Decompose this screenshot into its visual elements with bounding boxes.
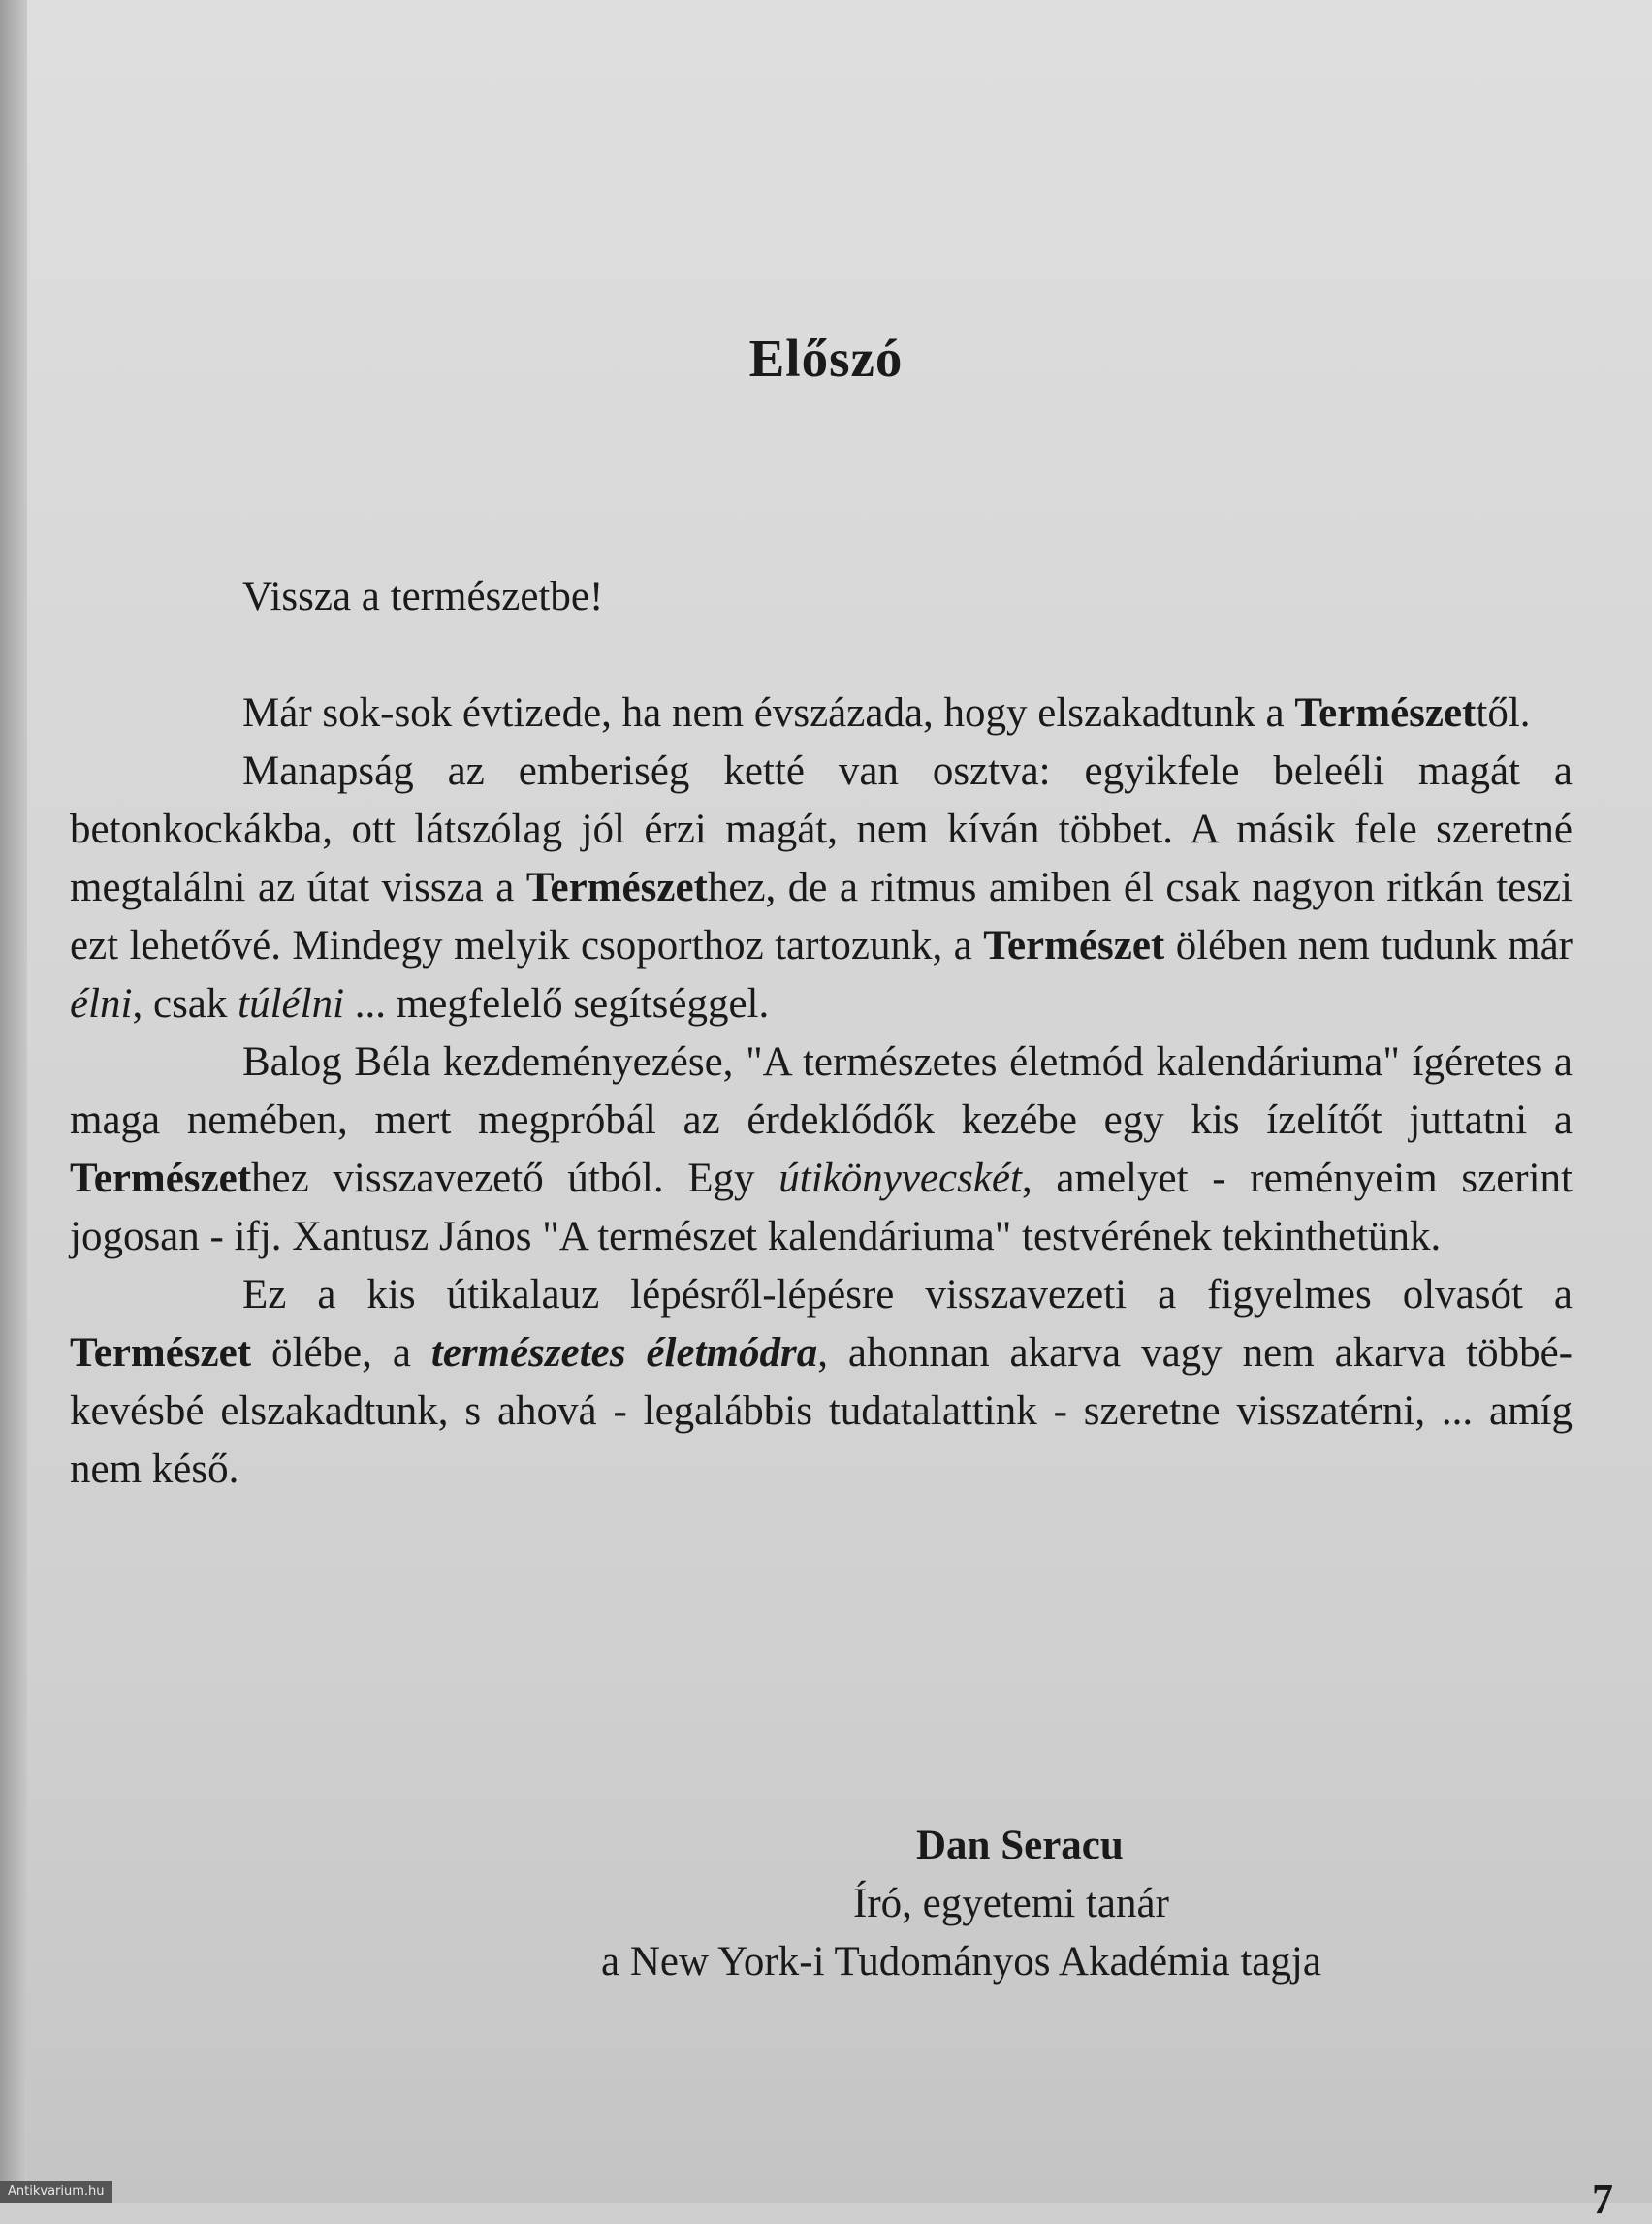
text-run: , ahonnan akarva vagy nem akarva többé-kevésbé elszakadtunk, s ahová - legalábbis tudatalattink - szeretne visszatérni, ... amíg nem késő. [70,1330,1573,1492]
text-run: hez, de a ritmus amiben él csak nagyon ritkán teszi ezt lehetővé. Mindegy melyik csoporthoz tartozunk, a [70,865,1573,969]
text-run: től. [1476,690,1531,736]
italic-term: túlélni [238,981,345,1027]
author-role: Író, egyetemi tanár [853,1881,1169,1926]
foreword-body [70,568,1573,1499]
bold-term: Természet [1294,690,1477,736]
text-run: Ez a kis útikalauz lépésről-lépésre visszavezeti a figyelmes olvasót a [242,1272,1573,1318]
text-run: Vissza a természetbe! [242,574,604,620]
text-run: ölében nem tudunk már [1164,923,1573,969]
page-number: 7 [1592,2176,1613,2223]
text-run: Balog Béla kezdeményezése, "A természetes életmód kalendáriuma" ígéretes a maga nemében, mert megpróbál az érdeklődők kezébe egy kis ízelítőt juttatni a [70,1039,1573,1143]
paragraph-3 [70,743,1573,1033]
author-name: Dan Seracu [916,1823,1124,1868]
bold-term: Természet [70,1156,252,1201]
text-run: ölébe, a [251,1330,431,1376]
signature-block [582,1817,1571,1991]
paragraph-1 [70,568,1573,626]
text-run: ... megfelelő segítséggel. [344,981,770,1027]
italic-term: útikönyvecskét [778,1156,1022,1201]
text-run: , amelyet - reményeim szerint jogosan - ifj. Xantusz János "A természet kalendáriuma" testvérének tekinthetünk. [70,1156,1573,1259]
text-run: , csak [132,981,238,1027]
italic-term: élni [70,981,133,1027]
author-affiliation: a New York-i Tudományos Akadémia tagja [601,1939,1321,1985]
bold-term: Természet [70,1330,252,1376]
watermark-label: Antikvarium.hu [0,2181,112,2203]
bold-term: Természet [525,865,708,910]
text-run: Manapság az emberiség ketté van osztva: egyikfele beleéli magát a betonkockákba, ott látszólag jól érzi magát, nem kíván többet. A másik fele szeretné megtalálni az útat vissza a [70,748,1573,910]
paragraph-5 [70,1266,1573,1499]
text-run: Már sok-sok évtizede, ha nem évszázada, hogy elszakadtunk a [242,690,1295,736]
text-run: hez visszavezető útból. Egy [251,1156,779,1201]
page-title: Előszó [748,329,904,388]
paragraph-4 [70,1033,1573,1266]
paragraph-2 [70,684,1573,743]
bold-term: Természet [983,923,1165,969]
bold-italic-term: természetes életmódra [430,1330,818,1376]
